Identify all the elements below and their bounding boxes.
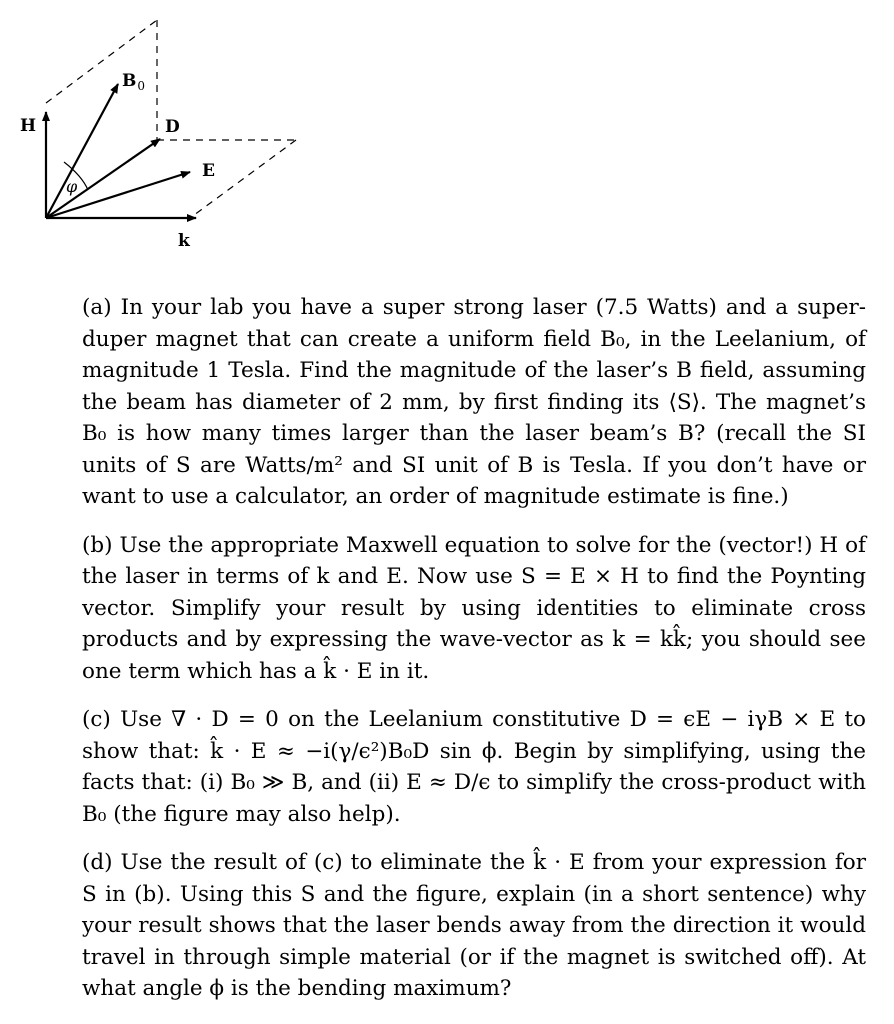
label-k: k xyxy=(178,231,190,251)
vector-diagram xyxy=(0,0,320,270)
label-e: E xyxy=(202,161,215,181)
d-vector xyxy=(46,139,160,218)
problem-b-text: Use the appropriate Maxwell equation to solve for the (vector!) H of the laser in terms of k and E. Now use S = E × H to find the Poynting vector. Simplify your result by using identities to eliminate cross products and by expressing the wave-vector as k = kk̂; you should see one term which has a k̂ · E in it. xyxy=(82,532,866,684)
problem-b-part: (b) xyxy=(82,532,113,558)
problem-d xyxy=(82,847,866,1005)
label-phi: φ xyxy=(66,177,78,196)
label-h: H xyxy=(20,116,37,136)
problem-c-part: (c) xyxy=(82,707,111,732)
label-d: D xyxy=(165,117,180,137)
problem-b xyxy=(82,530,866,688)
problem-d-text: Use the result of (c) to eliminate the k̂ · E from your expression for S in (b). Using this S and the figure, explain (in a short sentence) why your result shows that the laser bends away from the direction it would travel in through simple material (or if the magnet is switched off). At what angle ϕ is the bending maximum? xyxy=(82,850,867,1001)
label-b0: $B_0$ xyxy=(122,71,146,93)
problem-d-part: (d) xyxy=(82,850,113,875)
problem-a-text: In your lab you have a super strong laser (7.5 Watts) and a super-duper magnet that can create a uniform field B₀, in the Leelanium, of magnitude 1 Tesla. Find the magnitude of the laser’s B field, assuming the beam has diameter of 2 mm, by first finding its ⟨S⟩. The magnet’s B₀ is how many times larger than the laser beam’s B? (recall the SI units of S are Watts/m² and SI unit of B is Tesla. If you don’t have or want to use a calculator, an order of magnitude estimate is fine.) xyxy=(82,295,866,509)
problem-a-part: (a) xyxy=(82,295,112,320)
problem-a xyxy=(82,292,866,513)
problem-list xyxy=(82,292,866,1022)
problem-c-text: Use ∇ · D = 0 on the Leelanium constitutive D = ϵE − iγB × E to show that: k̂ · E ≈ −i(γ/ϵ²)B₀D sin ϕ. Begin by simplifying, using the facts that: (i) B₀ ≫ B, and (ii) E ≈ D/ϵ to simplify the cross-product with B₀ (the figure may also help). xyxy=(82,707,866,827)
problem-c xyxy=(82,704,866,830)
